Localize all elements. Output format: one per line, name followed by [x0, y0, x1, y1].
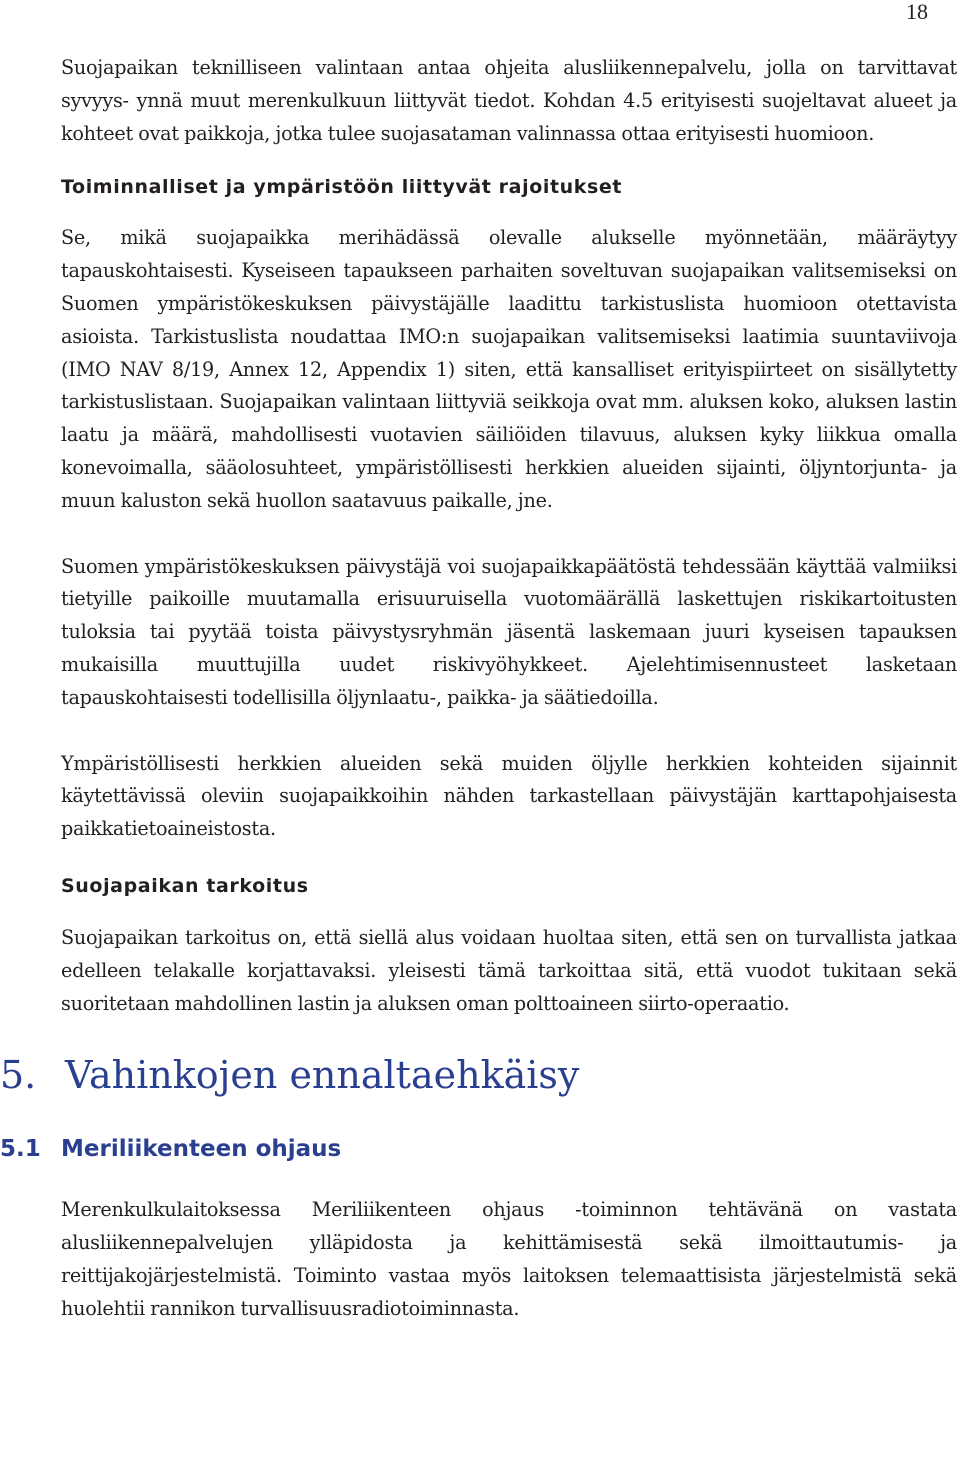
chapter-title: Vahinkojen ennaltaehkäisy: [65, 1053, 580, 1098]
heading-restrictions: Toiminnalliset ja ympäristöön liittyvät rajoitukset: [61, 176, 623, 199]
page-number: 18: [906, 0, 928, 24]
chapter-heading: [0, 1052, 896, 1098]
section-number: 5.1: [0, 1136, 41, 1163]
paragraph-vessel-traffic: Merenkulkulaitoksessa Meriliikenteen ohjaus -toiminnon tehtävänä on vastata alusliikennepalvelujen ylläpidosta ja kehittämisestä sekä ilmoittautumis- ja reittijakojärjestelmistä. Toiminto vastaa myös laitoksen telemaattisista järjestelmistä sekä huolehtii rannikon turvallisuusradiotoiminnasta.: [61, 1198, 957, 1320]
paragraph-sensitive-areas: Ympäristöllisesti herkkien alueiden sekä muiden öljylle herkkien kohteiden sijainnit käytettävissä oleviin suojapaikkoihin nähden tarkastellaan päivystäjän karttapohjaisesta paikkatietoaineistosta.: [61, 751, 957, 841]
chapter-number: 5.: [0, 1053, 37, 1098]
section-title: Meriliikenteen ohjaus: [61, 1136, 342, 1163]
paragraph-purpose: Suojapaikan tarkoitus on, että siellä alus voidaan huoltaa siten, että sen on turvallista jatkaa edelleen telakalle korjattavaksi. yleisesti tämä tarkoittaa sitä, että vuodot tukitaan sekä suoritetaan mahdollinen lastin ja aluksen oman polttoaineen siirto-operaatio.: [61, 925, 957, 1015]
paragraph-duty-officer: Suomen ympäristökeskuksen päivystäjä voi suojapaikkapäätöstä tehdessään käyttää valmiiksi tietyille paikoille muutamalla erisuuruisella vuotomäärällä laskettujen riskikartoitusten tuloksia tai pyytää toista päivystysryhmän jäsentä laskemaan juuri kyseisen tapauksen mukaisilla muuttujilla uudet riskivyöhykkeet. Ajelehtimisennusteet lasketaan tapauskohtaisesti todellisilla öljynlaatu-, paikka- ja säätiedoilla.: [61, 554, 957, 709]
document-body: [0, 52, 957, 1326]
paragraph-restrictions: Se, mikä suojapaikka merihädässä olevalle alukselle myönnetään, määräytyy tapauskohtaisesti. Kyseiseen tapaukseen parhaiten soveltuvan suojapaikan valitsemiseksi on Suomen ympäristökeskuksen päivystäjälle laadittu tarkistuslista huomioon otettavista asioista. Tarkistuslista noudattaa IMO:n suojapaikan valitsemiseksi laatimia suuntaviivoja (IMO NAV 8/19, Annex 12, Appendix 1) siten, että kansalliset erityispiirteet on sisällytetty tarkistuslistaan. Suojapaikan valintaan liittyviä seikkoja ovat mm. aluksen koko, aluksen lastin laatu ja määrä, mahdollisesti vuotavien säiliöiden tilavuus, aluksen kyky liikkua omalla konevoimalla, sääolosuhteet, ympäristöllisesti herkkien alueiden sijainti, öljyntorjunta- ja muun kaluston sekä huollon saatavuus paikalle, jne.: [61, 226, 957, 512]
section-heading: [0, 1134, 896, 1164]
paragraph-intro: Suojapaikan teknilliseen valintaan antaa ohjeita alusliikennepalvelu, jolla on tarvittavat syvyys- ynnä muut merenkulkuun liittyvät tiedot. Kohdan 4.5 erityisesti suojeltavat alueet ja kohteet ovat paikkoja, jotka tulee suojasataman valinnassa ottaa erityisesti huomioon.: [61, 56, 957, 145]
paragraph-gap: [61, 715, 957, 748]
paragraph-gap: [61, 518, 957, 551]
heading-purpose: Suojapaikan tarkoitus: [61, 874, 309, 897]
